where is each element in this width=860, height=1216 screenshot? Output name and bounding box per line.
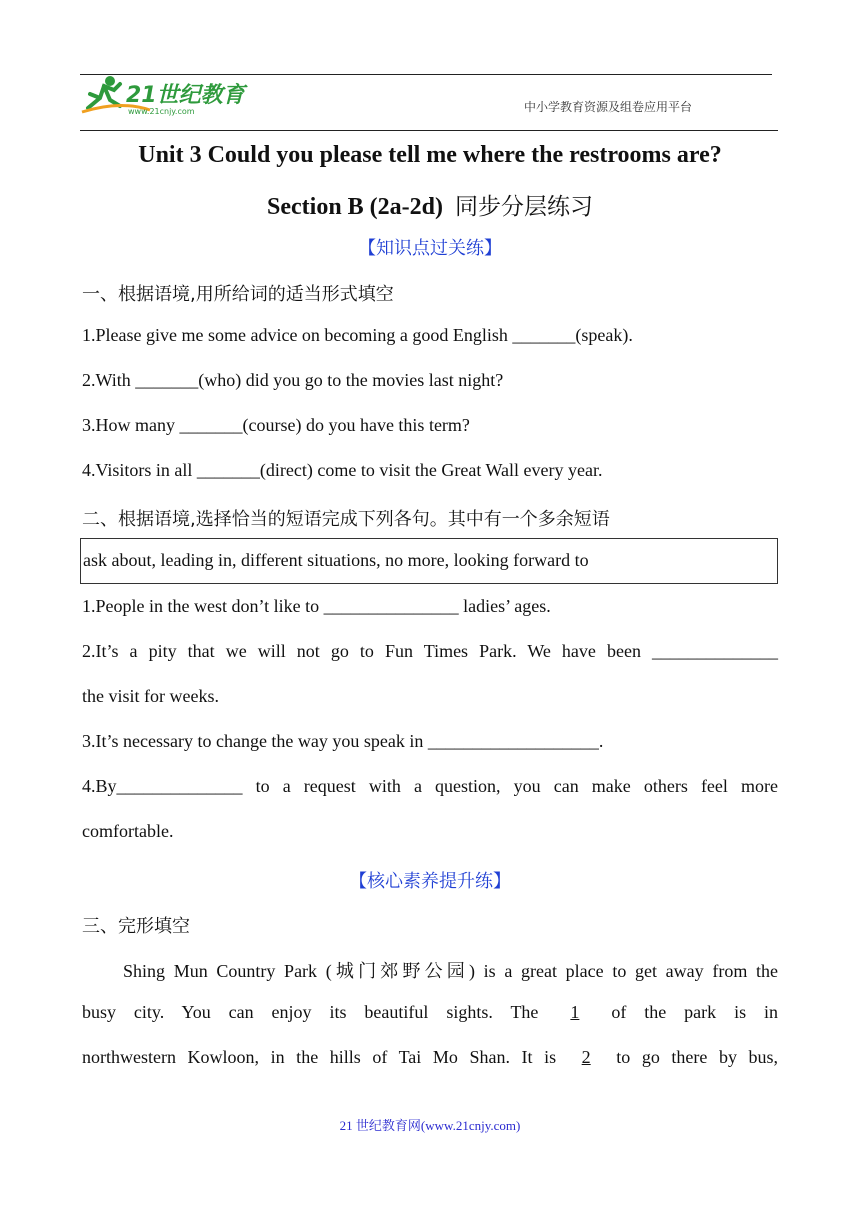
- page-title: Unit 3 Could you please tell me where the restrooms are?: [138, 142, 722, 168]
- cloze-blank: 2: [581, 1047, 591, 1067]
- section1-item: 2.With _______(who) did you go to the movies last night?: [82, 370, 504, 390]
- cloze-text: of the park is in: [611, 1002, 779, 1022]
- page-subtitle: [0, 188, 860, 221]
- section2-item: 2.It’s a pity that we will not go to Fun Times Park. We have been ______________: [82, 641, 778, 661]
- cloze-paragraph-line: [82, 1002, 778, 1023]
- cloze-paragraph-line: [82, 1047, 778, 1068]
- logo: [80, 72, 250, 120]
- section1-item: 1.Please give me some advice on becoming a good English _______(speak).: [82, 325, 633, 345]
- footer-link[interactable]: 21 世纪教育网(www.21cnjy.com): [339, 1118, 521, 1133]
- section1-item: 3.How many _______(course) do you have this term?: [82, 415, 470, 435]
- part-a-label: 【知识点过关练】: [358, 238, 502, 259]
- section2-item: 4.By______________ to a request with a question, you can make others feel more: [82, 776, 778, 796]
- section2-item: 1.People in the west don’t like to _______________ ladies’ ages.: [82, 596, 551, 616]
- section3-heading: 三、完形填空: [82, 916, 190, 937]
- cloze-blank: 1: [570, 1002, 580, 1022]
- phrase-box: [80, 538, 778, 584]
- section2-item-cont: the visit for weeks.: [82, 686, 219, 706]
- section2-item-cont: comfortable.: [82, 821, 174, 841]
- logo-text: 21世纪教育: [126, 83, 245, 108]
- platform-label: 中小学教育资源及组卷应用平台: [524, 100, 693, 114]
- section2-item: 3.It’s necessary to change the way you speak in ___________________.: [82, 731, 604, 751]
- logo-url: www.21cnjy.com: [128, 107, 195, 116]
- cloze-text: to go there by bus,: [616, 1047, 779, 1067]
- part-b-label: 【核心素养提升练】: [349, 871, 511, 892]
- cloze-text: busy city. You can enjoy its beautiful sights. The: [82, 1002, 539, 1022]
- header-bottom-rule: [80, 130, 778, 131]
- subtitle-cn: 同步分层练习: [455, 194, 593, 220]
- section1-heading: 一、根据语境,用所给词的适当形式填空: [82, 284, 394, 305]
- phrase-box-text: ask about, leading in, different situations, no more, looking forward to: [83, 550, 589, 570]
- section2-heading: 二、根据语境,选择恰当的短语完成下列各句。其中有一个多余短语: [82, 509, 610, 530]
- subtitle-en: Section B (2a-2d): [267, 194, 443, 220]
- cloze-text: northwestern Kowloon, in the hills of Tai Mo Shan. It is: [82, 1047, 557, 1067]
- cloze-paragraph-line: Shing Mun Country Park (城门郊野公园) is a great place to get away from the: [123, 961, 778, 981]
- section1-item: 4.Visitors in all _______(direct) come to visit the Great Wall every year.: [82, 460, 603, 480]
